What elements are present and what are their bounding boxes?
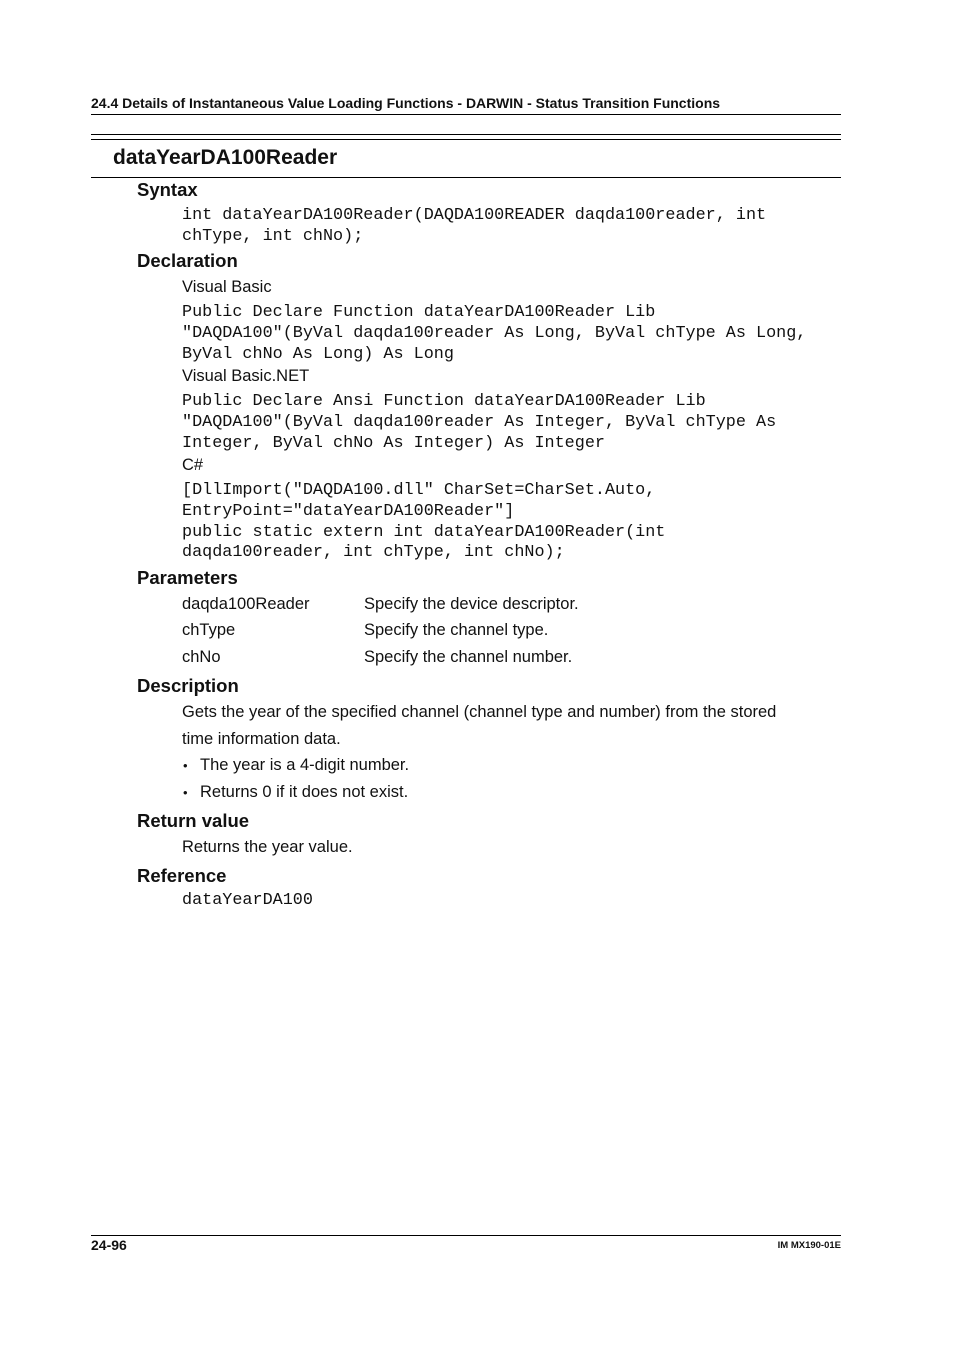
title-rule-top-2 [91,139,841,140]
reference-heading: Reference [137,865,227,886]
title-rule-top-1 [91,134,841,135]
function-title: dataYearDA100Reader [113,146,338,169]
running-header: 24.4 Details of Instantaneous Value Loading Functions - DARWIN - Status Transition Functions [91,95,721,111]
footer-rule [91,1235,841,1236]
bullet-mark: • [183,785,188,800]
description-line-1: Gets the year of the specified channel (channel type and number) from the stored [182,703,777,721]
header-rule [91,114,841,115]
vbnet-line-3: Integer, ByVal chNo As Integer) As Integer [182,434,605,453]
reference-text: dataYearDA100 [182,891,313,910]
syntax-heading: Syntax [137,179,198,200]
vb-line-3: ByVal chNo As Long) As Long [182,345,454,364]
page-number: 24-96 [91,1237,127,1253]
declaration-heading: Declaration [137,250,238,271]
vbnet-label: Visual Basic.NET [182,367,310,385]
cs-line-3: public static extern int dataYearDA100Reader(int [182,523,666,542]
title-rule-bottom [91,177,841,178]
parameters-heading: Parameters [137,567,238,588]
description-bullet-2: Returns 0 if it does not exist. [200,783,409,801]
param-desc: Specify the device descriptor. [364,595,579,613]
param-name: daqda100Reader [182,595,310,613]
return-value-text: Returns the year value. [182,838,353,856]
vb-label: Visual Basic [182,278,272,296]
vbnet-line-1: Public Declare Ansi Function dataYearDA100Reader Lib [182,392,706,411]
description-line-2: time information data. [182,730,341,748]
description-heading: Description [137,675,239,696]
return-value-heading: Return value [137,810,250,831]
vb-line-1: Public Declare Function dataYearDA100Reader Lib [182,303,656,322]
param-desc: Specify the channel number. [364,648,573,666]
cs-line-1: [DllImport("DAQDA100.dll" CharSet=CharSet.Auto, [182,481,656,500]
syntax-line-2: chType, int chNo); [182,227,364,246]
vb-line-2: "DAQDA100"(ByVal daqda100reader As Long, ByVal chType As Long, [182,324,807,343]
document-id: IM MX190-01E [777,1240,841,1251]
param-name: chNo [182,648,221,666]
cs-line-4: daqda100reader, int chType, int chNo); [182,543,565,562]
cs-line-2: EntryPoint="dataYearDA100Reader"] [182,502,515,521]
description-bullet-1: The year is a 4-digit number. [200,756,410,774]
syntax-line-1: int dataYearDA100Reader(DAQDA100READER daqda100reader, int [182,206,767,225]
bullet-mark: • [183,758,188,773]
param-desc: Specify the channel type. [364,621,549,639]
param-name: chType [182,621,236,639]
vbnet-line-2: "DAQDA100"(ByVal daqda100reader As Integer, ByVal chType As [182,413,777,432]
cs-label: C# [182,456,204,474]
